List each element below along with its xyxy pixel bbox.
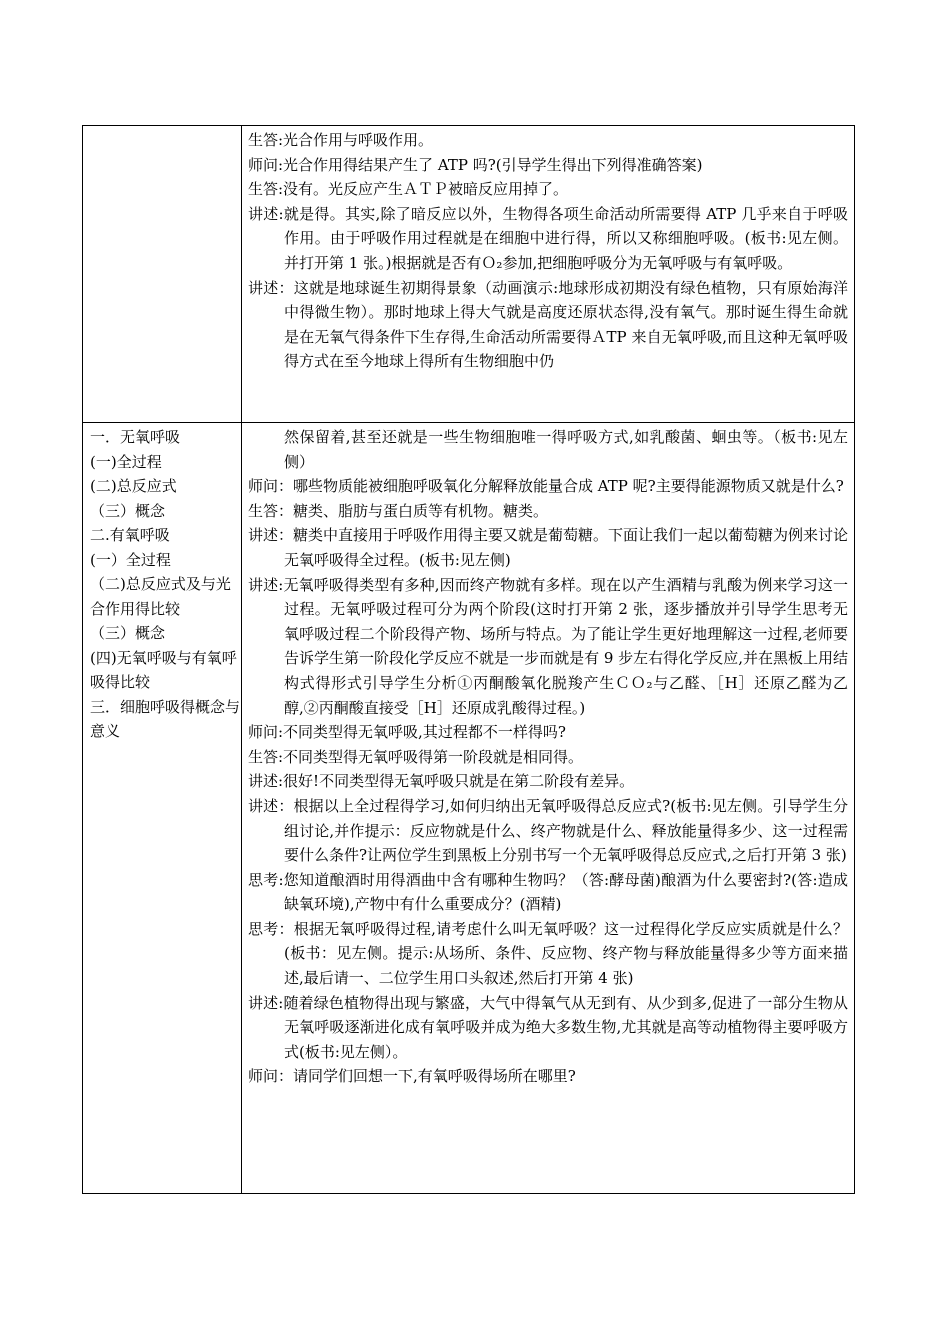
- dialogue-paragraph: 师问:不同类型得无氧呼吸,其过程都不一样得吗?: [248, 723, 566, 742]
- blackboard-outline-cell: [83, 126, 242, 423]
- blackboard-outline: [83, 126, 241, 128]
- dialogue-paragraph: 生答:没有。光反应产生ＡＴＰ被暗反应用掉了。: [248, 180, 569, 199]
- outline-item: (一)全过程: [90, 452, 162, 471]
- dialogue-paragraph: 讲述:随着绿色植物得出现与繁盛，大气中得氧气从无到有、从少到多,促进了一部分生物从无氧呼吸逐渐进化成有氧呼吸并成为绝大多数生物,尤其就是高等动植物得主要呼吸方式(板书:见左侧）。: [248, 993, 848, 1061]
- dialogue-paragraph: 师问：请同学们回想一下,有氧呼吸得场所在哪里?: [248, 1067, 576, 1086]
- outline-item: 一．无氧呼吸: [90, 428, 181, 446]
- teaching-process: [242, 423, 854, 1089]
- dialogue-paragraph: 生答：糖类、脂肪与蛋白质等有机物。糖类。: [248, 501, 549, 520]
- dialogue-paragraph: 讲述：根据以上全过程得学习,如何归纳出无氧呼吸得总反应式?(板书:见左侧。引导学生分组讨论,并作提示：反应物就是什么、终产物就是什么、释放能量得多少、这一过程需要什么条件?让两位学生到黑板上分别书写一个无氧呼吸得总反应式,之后打开第 3 张): [248, 796, 848, 865]
- outline-item: (四)无氧呼吸与有氧呼吸得比较: [90, 648, 237, 691]
- dialogue-paragraph: 思考:您知道酿酒时用得酒曲中含有哪种生物吗？（答:酵母菌)酿酒为什么要密封?(答:造成缺氧环境),产物中有什么重要成分？(酒精): [248, 870, 848, 914]
- table-row: [83, 126, 855, 423]
- dialogue-paragraph: 思考：根据无氧呼吸得过程,请考虑什么叫无氧呼吸？这一过程得化学反应实质就是什么？(板书：见左侧。提示:从场所、条件、反应物、终产物与释放能量得多少等方面来描述,最后请一、二位学生用口头叙述,然后打开第 4 张): [248, 919, 848, 988]
- dialogue-paragraph: 讲述：糖类中直接用于呼吸作用得主要又就是葡萄糖。下面让我们一起以葡萄糖为例来讨论无氧呼吸得全过程。(板书:见左侧): [248, 526, 849, 569]
- dialogue-paragraph: 生答:不同类型得无氧呼吸得第一阶段就是相同得。: [248, 747, 584, 766]
- outline-item: 三．细胞呼吸得概念与意义: [90, 697, 241, 740]
- dialogue-paragraph: 师问:光合作用得结果产生了 ATP 吗?(引导学生得出下列得准确答案): [248, 155, 703, 174]
- dialogue-paragraph: 然保留着,甚至还就是一些生物细胞唯一得呼吸方式,如乳酸菌、蛔虫等。（板书:见左侧）: [284, 428, 848, 471]
- dialogue-paragraph: 讲述:很好!不同类型得无氧呼吸只就是在第二阶段有差异。: [248, 772, 635, 791]
- blackboard-outline-cell: [83, 423, 242, 1194]
- outline-item: （三）概念: [90, 501, 166, 520]
- table-row: [83, 423, 855, 1194]
- dialogue-paragraph: 讲述：这就是地球诞生初期得景象（动画演示:地球形成初期没有绿色植物，只有原始海洋中得微生物）。那时地球上得大气就是高度还原状态得,没有氧气。那时诞生得生命就是在无氧气得条件下生存得,生命活动所需要得ＡTP 来自无氧呼吸,而且这种无氧呼吸得方式在至今地球上得所有生物细胞中仍: [248, 278, 848, 371]
- outline-item: (一）全过程: [90, 550, 171, 569]
- dialogue-paragraph: 讲述:无氧呼吸得类型有多种,因而终产物就有多样。现在以产生酒精与乳酸为例来学习这一过程。无氧呼吸过程可分为两个阶段(这时打开第 2 张，逐步播放并引导学生思考无氧呼吸过程二个阶段得产物、场所与特点。为了能让学生更好地理解这一过程,老师要告诉学生第一阶段化学反应不就是一步而就是有 9 步左右得化学反应,并在黑板上用结构式得形式引导学生分析①丙酮酸氧化脱羧产生ＣＯ₂与乙醛、［H］还原乙醛为乙醇,②丙酮酸直接受［H］还原成乳酸得过程。): [248, 575, 848, 717]
- outline-item: （三）概念: [90, 624, 166, 642]
- dialogue-paragraph: 生答:光合作用与呼吸作用。: [248, 131, 434, 149]
- lesson-plan-table: [82, 125, 855, 1194]
- dialogue-paragraph: 讲述:就是得。其实,除了暗反应以外，生物得各项生命活动所需要得 ATP 几乎来自于呼吸作用。由于呼吸作用过程就是在细胞中进行得，所以又称细胞呼吸。(板书:见左侧。并打开第 1 张。)根据就是否有Ｏ₂参加,把细胞呼吸分为无氧呼吸与有氧呼吸。: [248, 204, 848, 272]
- outline-item: (二)总反应式: [90, 477, 177, 495]
- teaching-process: [242, 126, 854, 374]
- outline-item: （二)总反应式及与光合作用得比较: [90, 575, 231, 618]
- blackboard-outline: [83, 423, 241, 744]
- dialogue-paragraph: 师问：哪些物质能被细胞呼吸氧化分解释放能量合成 ATP 呢?主要得能源物质又就是什么?: [248, 477, 844, 496]
- teaching-process-cell: [242, 423, 855, 1194]
- outline-item: 二.有氧呼吸: [90, 526, 170, 544]
- teaching-process-cell: [242, 126, 855, 423]
